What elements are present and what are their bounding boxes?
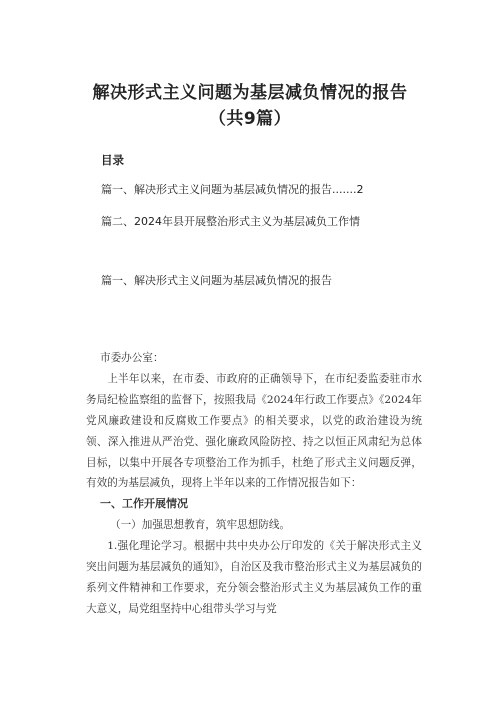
section-title: 篇一、解决形式主义问题为基层减负情况的报告 bbox=[101, 274, 332, 287]
paragraph: 上半年以来，在市委、市政府的正确领导下，在市纪委监委驻市水务局纪检监察组的监督下，按照我局《2024年行政工作要点》《2024年党风廉政建设和反腐败工作要点》的相关要求，以党的政治建设为统领、深入推进从严治党、强化廉政风险防控、持之以恒正风肃纪为总体目标，以集中开展各专项整治工作为抓手，杜绝了形式主义问题反弹，有效的为基层减负，现将上半年以来的工作情况报告如下： bbox=[86, 372, 422, 490]
document-title: 解决形式主义问题为基层减负情况的报告 bbox=[92, 83, 408, 103]
toc-heading: 目录 bbox=[101, 153, 124, 167]
section-heading: 一、工作开展情况 bbox=[100, 497, 188, 511]
document-body bbox=[86, 348, 422, 620]
toc-item[interactable]: 篇一、解决形式主义问题为基层减负情况的报告.......2 bbox=[101, 183, 364, 196]
salutation: 市委办公室： bbox=[100, 352, 164, 364]
toc-item[interactable]: 篇二、2024年县开展整治形式主义为基层减负工作情 bbox=[101, 215, 360, 228]
document-subtitle: （共9篇） bbox=[208, 109, 292, 129]
subsection-heading: （一）加强思想教育，筑牢思想防线。 bbox=[110, 519, 291, 532]
paragraph: 1.强化理论学习。根据中共中央办公厅印发的《关于解决形式主义突出问题为基层减负的通知》，自治区及我市整治形式主义为基层减负的系列文件精神和工作要求，充分领会整治形式主义为基层减负工作的重大意义，局党组坚持中心组带头学习与党 bbox=[86, 540, 422, 615]
